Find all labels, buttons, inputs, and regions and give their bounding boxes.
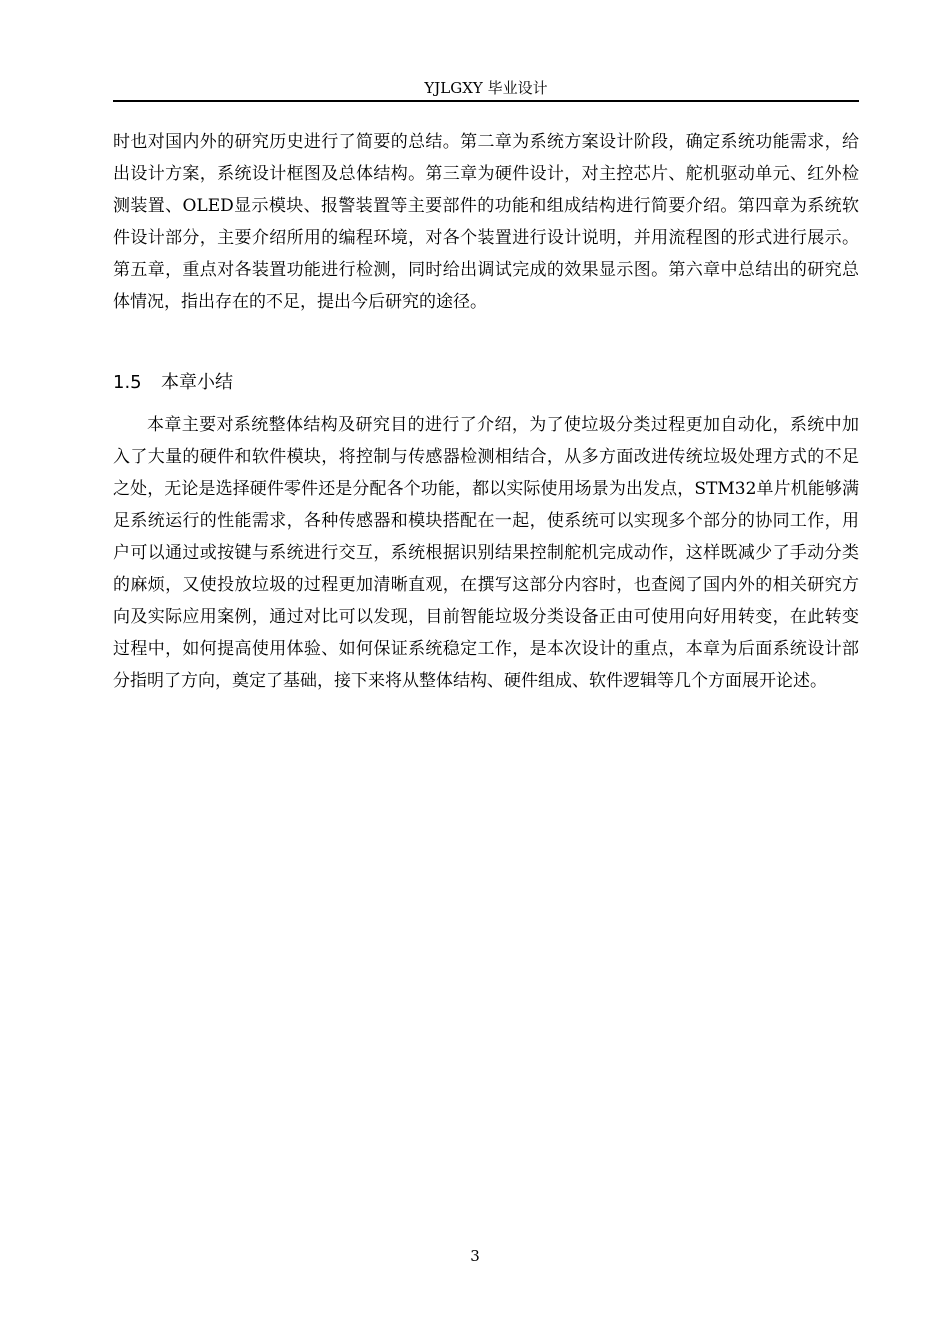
body-paragraph-intro-tail: 时也对国内外的研究历史进行了简要的总结。第二章为系统方案设计阶段，确定系统功能需求，给出设计方案，系统设计框图及总体结构。第三章为硬件设计，对主控芯片、舵机驱动单元、红外检测装置、OLED显示模块、报警装置等主要部件的功能和组成结构进行简要介绍。第四章为系统软件设计部分，主要介绍所用的编程环境，对各个装置进行设计说明，并用流程图的形式进行展示。第五章，重点对各装置功能进行检测，同时给出调试完成的效果显示图。第六章中总结出的研究总体情况，指出存在的不足，提出今后研究的途径。 [113, 132, 859, 312]
page-header: YJLGXY 毕业设计 [424, 79, 548, 97]
section-number: 1.5 [113, 372, 142, 393]
body-paragraph-summary: 本章主要对系统整体结构及研究目的进行了介绍，为了使垃圾分类过程更加自动化，系统中加入了大量的硬件和软件模块，将控制与传感器检测相结合，从多方面改进传统垃圾处理方式的不足之处，无论是选择硬件零件还是分配各个功能，都以实际使用场景为出发点，STM32单片机能够满足系统运行的性能需求，各种传感器和模块搭配在一起，使系统可以实现多个部分的协同工作，用户可以通过或按键与系统进行交互，系统根据识别结果控制舵机完成动作，这样既减少了手动分类的麻烦，又使投放垃圾的过程更加清晰直观，在撰写这部分内容时，也查阅了国内外的相关研究方向及实际应用案例，通过对比可以发现，目前智能垃圾分类设备正由可使用向好用转变，在此转变过程中，如何提高使用体验、如何保证系统稳定工作，是本次设计的重点，本章为后面系统设计部分指明了方向，奠定了基础，接下来将从整体结构、硬件组成、软件逻辑等几个方面展开论述。 [113, 415, 859, 691]
section-title: 本章小结 [161, 372, 233, 393]
section-heading [113, 370, 233, 396]
header-divider [113, 100, 859, 102]
page-number: 3 [470, 1247, 480, 1265]
